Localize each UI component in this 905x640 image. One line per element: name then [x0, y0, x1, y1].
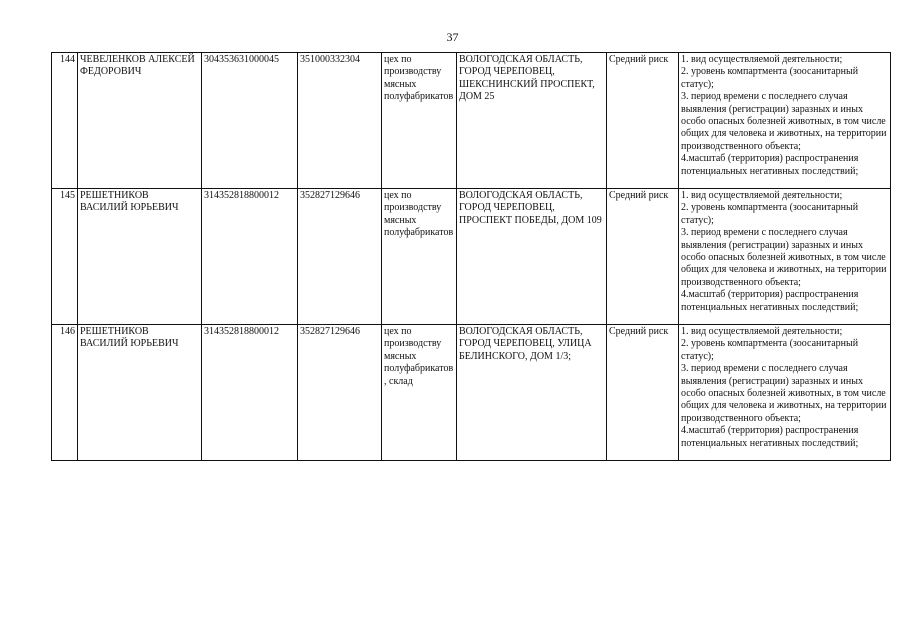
entity-name: РЕШЕТНИКОВ ВАСИЛИЙ ЮРЬЕВИЧ	[78, 189, 202, 325]
criterion-item: 2. уровень компартмента (зоосанитарный статус);	[681, 202, 859, 226]
inn-cell: 352827129646	[298, 189, 382, 325]
criteria-cell	[679, 325, 891, 461]
risk-category-cell: Средний риск	[607, 325, 679, 461]
table-row	[52, 325, 891, 461]
entity-name: ЧЕВЕЛЕНКОВ АЛЕКСЕЙ ФЕДОРОВИЧ	[78, 53, 202, 189]
address-cell: ВОЛОГОДСКАЯ ОБЛАСТЬ, ГОРОД ЧЕРЕПОВЕЦ, ШЕКСНИНСКИЙ ПРОСПЕКТ, ДОМ 25	[457, 53, 607, 189]
entity-name: РЕШЕТНИКОВ ВАСИЛИЙ ЮРЬЕВИЧ	[78, 325, 202, 461]
risk-category-cell: Средний риск	[607, 189, 679, 325]
ogrn-cell: 314352818800012	[202, 325, 298, 461]
criteria-cell	[679, 189, 891, 325]
object-type-cell: цех по производству мясных полуфабрикатов	[382, 189, 457, 325]
table-row	[52, 53, 891, 189]
address-cell: ВОЛОГОДСКАЯ ОБЛАСТЬ, ГОРОД ЧЕРЕПОВЕЦ, УЛИЦА БЕЛИНСКОГО, ДОМ 1/3;	[457, 325, 607, 461]
ogrn-cell: 314352818800012	[202, 189, 298, 325]
object-type-cell: цех по производству мясных полуфабрикатов	[382, 53, 457, 189]
registry-table	[51, 52, 891, 461]
ogrn-cell: 304353631000045	[202, 53, 298, 189]
criterion-item: 1. вид осуществляемой деятельности;	[681, 326, 843, 337]
criterion-item: 4.масштаб (территория) распространения потенциальных негативных последствий;	[681, 289, 859, 313]
row-number: 146	[52, 325, 78, 461]
criterion-item: 3. период времени с последнего случая выявления (регистрации) заразных и иных особо опасных болезней животных, в том числе общих для человека и животных, на территории производственного объекта;	[681, 227, 887, 288]
row-number: 145	[52, 189, 78, 325]
criterion-item: 2. уровень компартмента (зоосанитарный статус);	[681, 338, 859, 362]
inn-cell: 351000332304	[298, 53, 382, 189]
row-number: 144	[52, 53, 78, 189]
criterion-item: 1. вид осуществляемой деятельности;	[681, 190, 843, 201]
table-row	[52, 189, 891, 325]
page-number: 37	[446, 30, 459, 44]
criterion-item: 3. период времени с последнего случая выявления (регистрации) заразных и иных особо опасных болезней животных, в том числе общих для человека и животных, на территории производственного объекта;	[681, 363, 887, 424]
risk-category-cell: Средний риск	[607, 53, 679, 189]
criterion-item: 4.масштаб (территория) распространения потенциальных негативных последствий;	[681, 425, 859, 449]
inn-cell: 352827129646	[298, 325, 382, 461]
address-cell: ВОЛОГОДСКАЯ ОБЛАСТЬ, ГОРОД ЧЕРЕПОВЕЦ, ПРОСПЕКТ ПОБЕДЫ, ДОМ 109	[457, 189, 607, 325]
object-type-cell: цех по производству мясных полуфабрикатов, склад	[382, 325, 457, 461]
criterion-item: 4.масштаб (территория) распространения потенциальных негативных последствий;	[681, 153, 859, 177]
criterion-item: 1. вид осуществляемой деятельности;	[681, 54, 843, 65]
criteria-cell	[679, 53, 891, 189]
criterion-item: 2. уровень компартмента (зоосанитарный статус);	[681, 66, 859, 90]
criterion-item: 3. период времени с последнего случая выявления (регистрации) заразных и иных особо опасных болезней животных, в том числе общих для человека и животных, на территории производственного объекта;	[681, 91, 887, 152]
